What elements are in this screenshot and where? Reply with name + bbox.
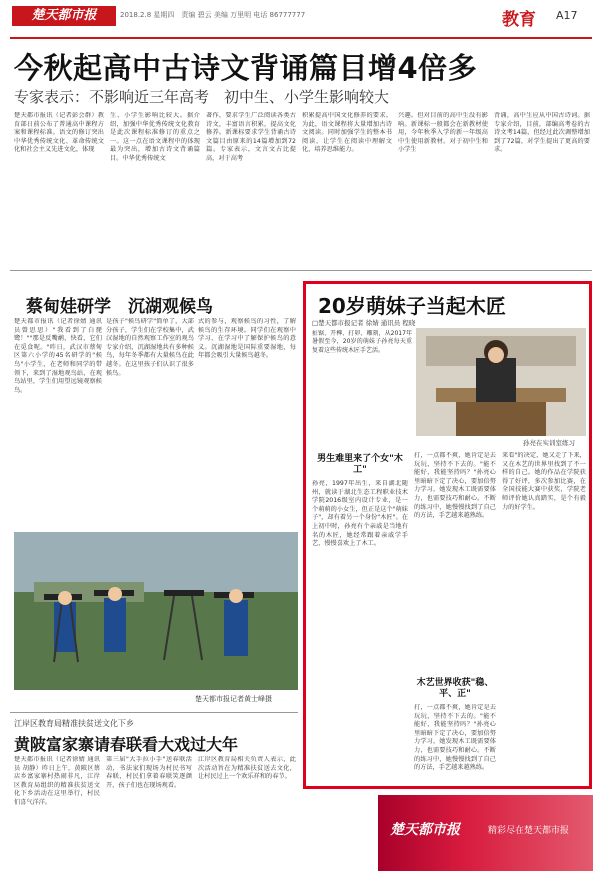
featured-column: 打，一点都不爽，她肯定是去玩玩，坚持不下去的。"能不能好，我能坚持吗？"孙亮心里暗暗下定了决心，要加倍努力学习，她发现木工既需要体力，也需要技巧和耐心。不断的练习中，她慢慢找到了自己的方法，手艺越来越熟练。 xyxy=(414,452,496,520)
featured-article-title: 20岁萌妹子当起木匠 xyxy=(318,294,506,318)
featured-column: 孙亮，1997年出生，来自湖北随州，就读于湖北生态工程职业技术学院2016级室内设计专业，是一个萌萌的小女生，但正是这个"萌妹子"，却有着另一个身份"木匠"。在上初中时，孙亮有个亲戚是当地有名的木匠，她经常跟着亲戚学手艺，慢慢喜欢上了木工。 xyxy=(312,480,408,548)
newspaper-logo: 楚天都市报 xyxy=(12,6,116,26)
featured-intro: 扯锯、开榫、打卯、雕刻，从2017年暑假至今，20岁的萌妹子孙亮每天重复着这些传统木匠手艺活。 xyxy=(312,330,412,354)
featured-photo-caption: 孙亮在实训室练习 xyxy=(523,439,575,447)
article-column: 第三届"大手拉小手"送春联活动，书法家们现场为村民书写春联，村民们拿着春联笑逐颜开，孩子们也在现场观看。 xyxy=(106,756,192,789)
featured-byline: □楚天都市报记者 徐婧 通讯员 程晓 xyxy=(312,319,416,327)
article-column: 江岸区教育局相关负责人表示，此次活动旨在为精准扶贫送去文化，让村民过上一个欢乐祥和的春节。 xyxy=(198,756,296,781)
section-divider xyxy=(10,270,592,271)
article-column: 著作，要求学生广泛阅读各类古诗文，丰富语言积累，提高文化修养。新课标要求学生背诵古诗文篇目由原来的14篇增加到72篇。专家表示，文言文占比提高，对于高考 xyxy=(206,112,296,162)
featured-column: 打，一点都不爽，她肯定是去玩玩，坚持不下去的。"能不能好，我能坚持吗？"孙亮心里暗暗下定了决心，要加倍努力学习，她发现木工既需要体力，也需要技巧和耐心。不断的练习中，她慢慢找到了自己的方法，手艺越来越熟练。 xyxy=(414,704,496,772)
article-column: 楚天都市报讯（记者徐婧 通讯员曾思思）"我看到了白琵鹭！""那是反嘴鹬，快看，它们在觅食呢。"昨日，武汉市蔡甸区第六小学的45名研学的"候鸟"小学生，在老师和同学的带领下，来到了湿地观鸟站，在观鸟站里，学生们用望远镜观察候鸟。 xyxy=(14,318,102,394)
article-column: 是孩子"候鸟研学"简单了，大部分孩子，学生们在学校集中，武汉湿地的自然观察工作室的观鸟专家介绍，沉湖湿地共有多种候鸟，每年冬季都有大量候鸟在此越冬。在这里孩子们认识了很多候鸟。 xyxy=(106,318,194,377)
article-column: 式的参与，观察候鸟的习性，了解候鸟的生存环境。同学们在观察中学习，在学习中了解保护候鸟的意义。沉湖湿地是国际重要湿地，每年都会吸引大量候鸟越冬。 xyxy=(198,318,296,360)
photo-caption: 楚天都市报记者黄士峰摄 xyxy=(195,695,272,703)
advertisement-banner xyxy=(378,795,593,871)
ad-brand: 楚天都市报 xyxy=(390,822,460,838)
article-column: 兴趣。但对目前的高中生没有影响。新课标一般都会在新教材使用，今年秋季入学的新一年级高中生使用新教材。对于初中生和小学生 xyxy=(398,112,488,154)
featured-column: 来看"的决定，她又走了下来，又在木艺的世界里找到了不一样的自己。她的作品在学院获得了好评，多次参加比赛，在全国技能大赛中获奖，学院老师评价她认真踏实，是个有毅力的好学生。 xyxy=(502,452,586,511)
section-title: 教育 xyxy=(502,10,536,30)
bottom-article-kicker: 江岸区教育局精准扶贫送文化下乡 xyxy=(14,719,134,728)
bottom-article-title: 黄陂富家寨请春联看大戏过大年 xyxy=(14,735,239,754)
featured-subhead-1: 男生难里来了个女"木工" xyxy=(317,454,403,475)
header-rule xyxy=(10,37,592,39)
main-headline: 今秋起高中古诗文背诵篇目增4倍多 xyxy=(14,51,478,85)
page-number: A17 xyxy=(556,9,578,22)
article-column: 生、小学生影响比较大。据介绍，加强中华优秀传统文化教育是此次课程标准修订的重点之一。这一点在语文课程中的体现最为突出，增加古诗文背诵篇目。中华优秀传统文 xyxy=(110,112,200,162)
featured-subhead-2: 木艺世界收获"稳、平、正" xyxy=(416,678,494,699)
birdwatching-photo xyxy=(14,532,298,690)
main-subheadline: 专家表示：不影响近三年高考 初中生、小学生影响较大 xyxy=(14,88,390,106)
left-article-title: 蔡甸娃研学 沉湖观候鸟 xyxy=(26,297,213,317)
ad-text: 精彩尽在楚天都市报 xyxy=(488,826,570,836)
article-column: 楚天都市报讯（记者彭会群）教育部日前公布了普通高中课程方案和课程标准。语文的修订突出中华优秀传统文化、革命传统文化和社会主义先进文化，体现 xyxy=(14,112,104,154)
article-column: 楚天都市报讯（记者徐婧 通讯员 胡静）昨日上午，黄陂区蔡店乡富家寨村热闹非凡，江岸区教育局组织的精准扶贫送文化下乡活动在这里举行，村民们喜气洋洋。 xyxy=(14,756,100,806)
carpenter-photo xyxy=(416,328,586,436)
article-column: 背诵，高中生应从中国古诗词。据专家介绍，目前，部编高考卷的古诗文考14篇，但经过此次调整增加到了72篇，对学生提出了更高的要求。 xyxy=(494,112,590,154)
issue-date: 2018.2.8 星期四 责编 碧云 美编 万里明 电话 86777777 xyxy=(120,11,306,19)
section-divider xyxy=(10,712,298,713)
article-column: 积累提高中国文化修养的要求。为此，语文课程将大量增加古诗文阅读。同时加强学生的整本书阅读，让学生在阅读中理解文化，培养思维能力。 xyxy=(302,112,392,154)
